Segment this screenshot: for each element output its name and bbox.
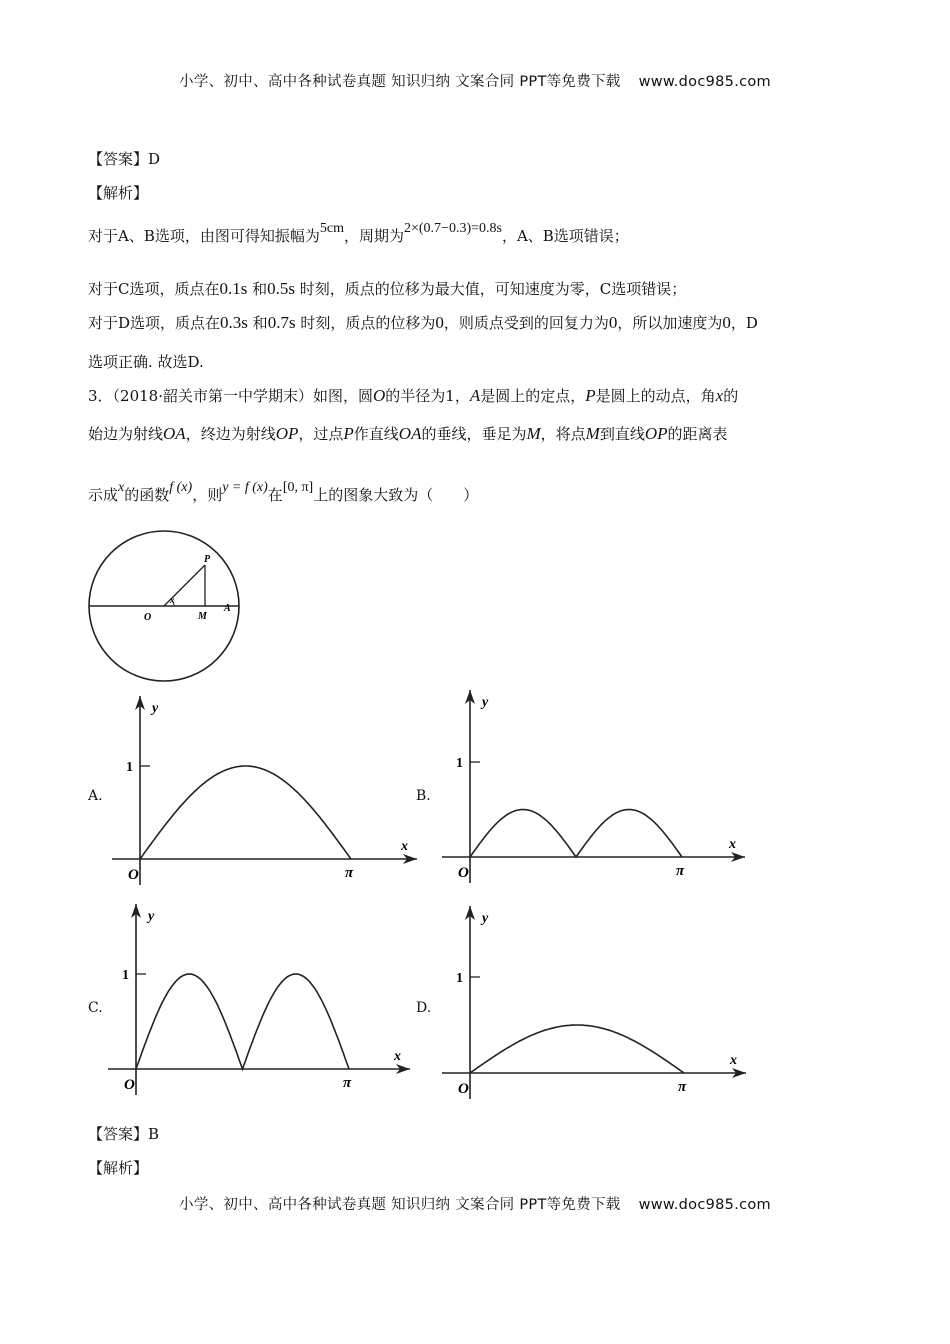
text-run: ，终边为射线 <box>185 425 276 443</box>
text-run: ，所以加速度为 <box>617 314 723 332</box>
period-formula: 2×(0.7−0.3)=0.8s <box>403 221 502 236</box>
tick-label-one: 1 <box>126 760 133 775</box>
time-value: 0.3s <box>220 313 248 332</box>
pi-label: π <box>343 1075 352 1091</box>
amplitude-value: 5cm <box>319 221 344 236</box>
text-run: ，A、B选项错误； <box>501 227 629 245</box>
pi-label: π <box>678 1079 687 1095</box>
text-run: ，将点 <box>540 425 586 443</box>
math-var: x <box>715 386 724 405</box>
text-run: 示成 <box>88 486 119 504</box>
q2-line-4: 选项正确. 故选D. <box>88 353 204 371</box>
math-var: OP <box>275 424 299 443</box>
text-run: 上的图象大致为（ ） <box>313 486 479 504</box>
text-run: ，周期为 <box>343 227 404 245</box>
math-var: A <box>469 386 481 405</box>
text-run: 在 <box>267 486 283 504</box>
math-var: P <box>585 386 596 405</box>
time-value: 0.7s <box>267 313 296 332</box>
y-axis-label: y <box>482 911 489 926</box>
x-axis-label: x <box>401 839 408 854</box>
text-run: ，则质点受到的回复力为 <box>443 314 609 332</box>
zero-value: 0 <box>435 313 444 332</box>
y-axis-label: y <box>148 909 155 924</box>
math-var: P <box>343 424 354 443</box>
text-run: 的函数 <box>124 486 170 504</box>
y-axis-label: y <box>482 695 489 710</box>
pi-label: π <box>676 863 685 879</box>
text-run: 的 <box>723 387 739 405</box>
footer-text: 小学、初中、高中各种试卷真题 知识归纳 文案合同 PPT等免费下载 <box>179 1197 621 1213</box>
math-var: OA <box>398 424 422 443</box>
origin-label: O <box>458 1081 469 1097</box>
q2-analysis-label: 【解析】 <box>88 184 149 202</box>
text-run: 是圆上的定点， <box>480 387 586 405</box>
footer-site: www.doc985.com <box>638 1197 771 1213</box>
text-run: 对于D选项，质点在 <box>88 314 221 332</box>
label-o: O <box>144 612 152 623</box>
text-run: 3．（2018·韶关市第一中学期末）如图，圆 <box>88 387 373 405</box>
x-axis-label: x <box>729 837 736 852</box>
origin-label: O <box>458 865 469 881</box>
header-text: 小学、初中、高中各种试卷真题 知识归纳 文案合同 PPT等免费下载 <box>179 74 621 90</box>
option-c-label: C. <box>88 1000 103 1016</box>
text-run: 和 <box>247 314 268 332</box>
pi-label: π <box>345 865 354 881</box>
tick-label-one: 1 <box>456 756 463 771</box>
q2-answer: 【答案】D <box>88 150 161 168</box>
label-a: A <box>224 603 231 614</box>
option-a-label: A. <box>88 788 103 804</box>
text-run: 的垂线，垂足为 <box>421 425 527 443</box>
y-axis-label: y <box>152 701 159 716</box>
text-run: 时刻，质点的位移为 <box>295 314 436 332</box>
time-value: 0.5s <box>267 279 296 298</box>
zero-value: 0 <box>722 313 731 332</box>
math-interval: [0, π] <box>282 480 314 495</box>
x-axis-label: x <box>730 1053 737 1068</box>
text-run: 是圆上的动点，角 <box>595 387 716 405</box>
origin-label: O <box>124 1077 135 1093</box>
text-run: 的半径为1， <box>385 387 470 405</box>
label-x: x <box>170 595 175 605</box>
text-run: 对于A、B选项，由图可得知振幅为 <box>88 227 320 245</box>
label-m: M <box>198 611 207 622</box>
math-expr: f (x) <box>169 480 193 495</box>
math-var: x <box>118 480 125 495</box>
text-run: 作直线 <box>353 425 399 443</box>
math-var: O <box>373 386 386 405</box>
q3-analysis-label: 【解析】 <box>88 1159 149 1177</box>
tick-label-one: 1 <box>456 971 463 986</box>
time-value: 0.1s <box>219 279 248 298</box>
math-var: OA <box>163 424 186 443</box>
math-var: OP <box>644 424 668 443</box>
page-footer <box>0 1193 950 1214</box>
text-run: 到直线 <box>599 425 645 443</box>
text-run: 始边为射线 <box>88 425 164 443</box>
math-expr: y = f (x) <box>222 480 268 495</box>
text-run: 和 <box>247 280 268 298</box>
text-run: ，D <box>730 314 758 332</box>
text-run: 时刻，质点的位移为最大值，可知速度为零，C选项错误； <box>295 280 687 298</box>
text-run: 的距离表 <box>667 425 728 443</box>
text-run: ，过点 <box>298 425 344 443</box>
math-var: M <box>526 424 541 443</box>
origin-label: O <box>128 867 139 883</box>
tick-label-one: 1 <box>122 968 129 983</box>
x-axis-label: x <box>394 1049 401 1064</box>
math-var: M <box>585 424 600 443</box>
q3-answer: 【答案】B <box>88 1125 160 1143</box>
zero-value: 0 <box>608 313 618 332</box>
option-b-label: B. <box>416 788 431 804</box>
function-curve <box>470 1025 684 1073</box>
label-p: P <box>204 554 211 565</box>
header-site: www.doc985.com <box>638 74 771 90</box>
option-d-label: D. <box>416 1000 432 1016</box>
text-run: ，则 <box>192 486 223 504</box>
text-run: 对于C选项，质点在 <box>88 280 220 298</box>
